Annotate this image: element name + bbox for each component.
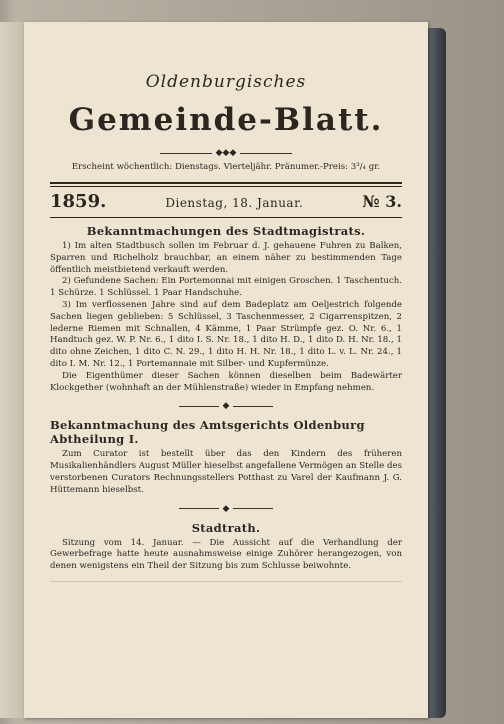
separator-glyph: ◆ <box>222 503 230 514</box>
separator-line-right <box>233 508 273 509</box>
section-title-stadtmagistrat: Bekanntmachungen des Stadtmagistrats. <box>86 224 366 238</box>
separator-line-left <box>179 406 219 407</box>
issue-year: 1859. <box>50 191 107 212</box>
page-gutter <box>0 22 24 718</box>
paragraph: 1) Im alten Stadtbusch sollen im Februar d. J. gehauene Fuhren zu Balken, Sparren und Richelholz brauchbar, an einem näher zu bestimmenden Tage öffentlich meistbietend verkauft werden. <box>50 241 402 275</box>
ornament-line-right <box>240 153 292 154</box>
masthead-kicker: Oldenburgisches <box>145 72 307 92</box>
paragraph: Die Eigenthümer dieser Sachen können dieselben beim Badewärter Klockgether (wohnhaft an der Mühlenstraße) wieder in Empfang nehmen. <box>50 370 402 393</box>
separator-glyph: ◆ <box>222 401 230 412</box>
separator-line-right <box>233 406 273 407</box>
paragraph: Sitzung vom 14. Januar. — Die Aussicht auf die Verhandlung der Gewerbefrage hatte heute ausnahmsweise einige Zuhörer herangezogen, von denen wenigstens ein Theil der Sitzung bis zum Schlusse beiwohnte. <box>50 537 402 572</box>
section-separator <box>50 400 402 412</box>
paragraph: 3) Im verflossenen Jahre sind auf dem Badeplatz am Oeljestrich folgende Sachen liegen geblieben: 5 Schlüssel, 3 Taschenmesser, 2 Cigarrenspitzen, 2 lederne Riemen mit Schnallen, 4 Kämme, 1 Paar Strümpfe gez. O. Nr. 6., 1 Handtuch gez. W. P. Nr. 6., 1 dito I. S. Nr. 18., 1 dito H. D., 1 dito D. H. Nr. 18., 1 dito ohne Zeichen, 1 dito C. N. 29., 1 dito H. H. Nr. 18., 1 dito L. v. L. Nr. 24., 1 dito I. M. Nr. 12., 1 Portemannaie mit Silber- und Kupfermünze. <box>50 299 402 369</box>
paragraph: Zum Curator ist bestellt über das den Kindern des früheren Musikalienhändlers August Müller hieselbst angefallene Vermögen an Stelle des verstorbenen Curators Rechnungsstellers Potthast zu Varel der Kaufmann J. G. Hüttemann hieselbst. <box>50 449 402 495</box>
issue-number: № 3. <box>362 192 402 211</box>
masthead-ornament <box>50 148 402 158</box>
section-separator <box>50 503 402 515</box>
section-title-stadtrath: Stadtrath. <box>191 520 261 535</box>
publication-info: Erscheint wöchentlich: Dienstags. Vierteljähr. Pränumer.-Preis: 3³/₄ gr. <box>71 162 381 172</box>
issue-date: Dienstag, 18. Januar. <box>165 196 304 210</box>
separator-line-left <box>179 508 219 509</box>
masthead-title: Gemeinde-Blatt. <box>68 102 384 138</box>
page-content <box>50 66 402 582</box>
ornament-glyph: ◆◆◆ <box>215 148 237 158</box>
page-bottom-rule <box>50 581 402 582</box>
header-rule <box>50 182 402 187</box>
section-title-amtsgericht: Bekanntmachung des Amtsgerichts Oldenburg Abtheilung I. <box>50 418 365 447</box>
ornament-line-left <box>160 153 212 154</box>
newspaper-page <box>24 22 428 718</box>
dateline-rule <box>50 217 402 218</box>
paragraph: 2) Gefundene Sachen: Ein Portemonnai mit einigen Groschen. 1 Taschentuch. 1 Schürze. 1 Schlüssel. 1 Paar Handschuhe. <box>50 276 402 299</box>
dateline <box>50 191 402 215</box>
